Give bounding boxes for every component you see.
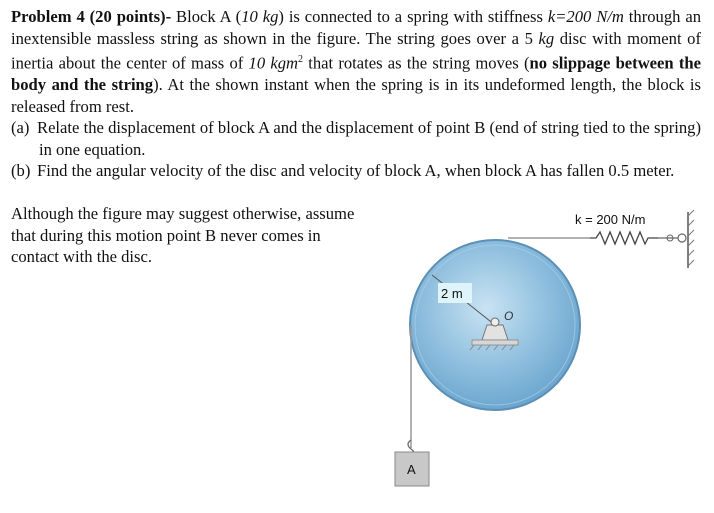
- intro-text-6: ). At the shown instant when the spring is in its undeformed length, the block is released from rest.: [11, 75, 701, 116]
- intro-text-4: disc with moment of inertia about the center of mass of: [11, 28, 701, 73]
- block-label: A: [407, 462, 416, 477]
- mass-a: 10 kg: [241, 7, 279, 26]
- part-a-label: (a): [11, 118, 30, 138]
- radius-label: 2 m: [441, 286, 463, 301]
- disc-spring-figure: [390, 200, 710, 510]
- intro-text-1: Block A (: [171, 7, 242, 26]
- inertia-value: 10 kgm: [248, 53, 298, 73]
- problem-intro: [11, 6, 701, 117]
- intro-text-2: ) is connected to a spring with stiffness: [278, 7, 548, 26]
- part-a: [11, 117, 701, 160]
- problem-heading: Problem 4 (20 points)-: [11, 7, 172, 26]
- intro-text-3: through an inextensible massless string as shown in the figure. The string goes over a 5: [11, 7, 702, 48]
- assumption-note: Although the figure may suggest otherwise, assume that during this motion point B never comes in contact with the disc.: [11, 204, 355, 266]
- part-b: [11, 160, 701, 182]
- part-a-text: Relate the displacement of block A and the displacement of point B (end of string tied to the spring) in one equation.: [37, 118, 701, 159]
- spring-label: k = 200 N/m: [575, 212, 646, 227]
- disc-mass-unit: kg: [538, 28, 555, 48]
- spring: [590, 232, 658, 244]
- no-slip-phrase: no slippage between the body and the string: [11, 53, 701, 95]
- part-b-label: (b): [11, 161, 31, 181]
- part-b-text: Find the angular velocity of the disc and velocity of block A, when block A has fallen 0.5 meter.: [37, 161, 675, 181]
- intro-text-5: that rotates as the string moves (: [303, 53, 530, 73]
- inertia-exponent: 2: [298, 54, 303, 65]
- problem-statement: [11, 6, 701, 182]
- center-label: O: [504, 309, 514, 323]
- stiffness-expression: k=200 N/m: [547, 7, 624, 26]
- wall-support: [678, 210, 694, 268]
